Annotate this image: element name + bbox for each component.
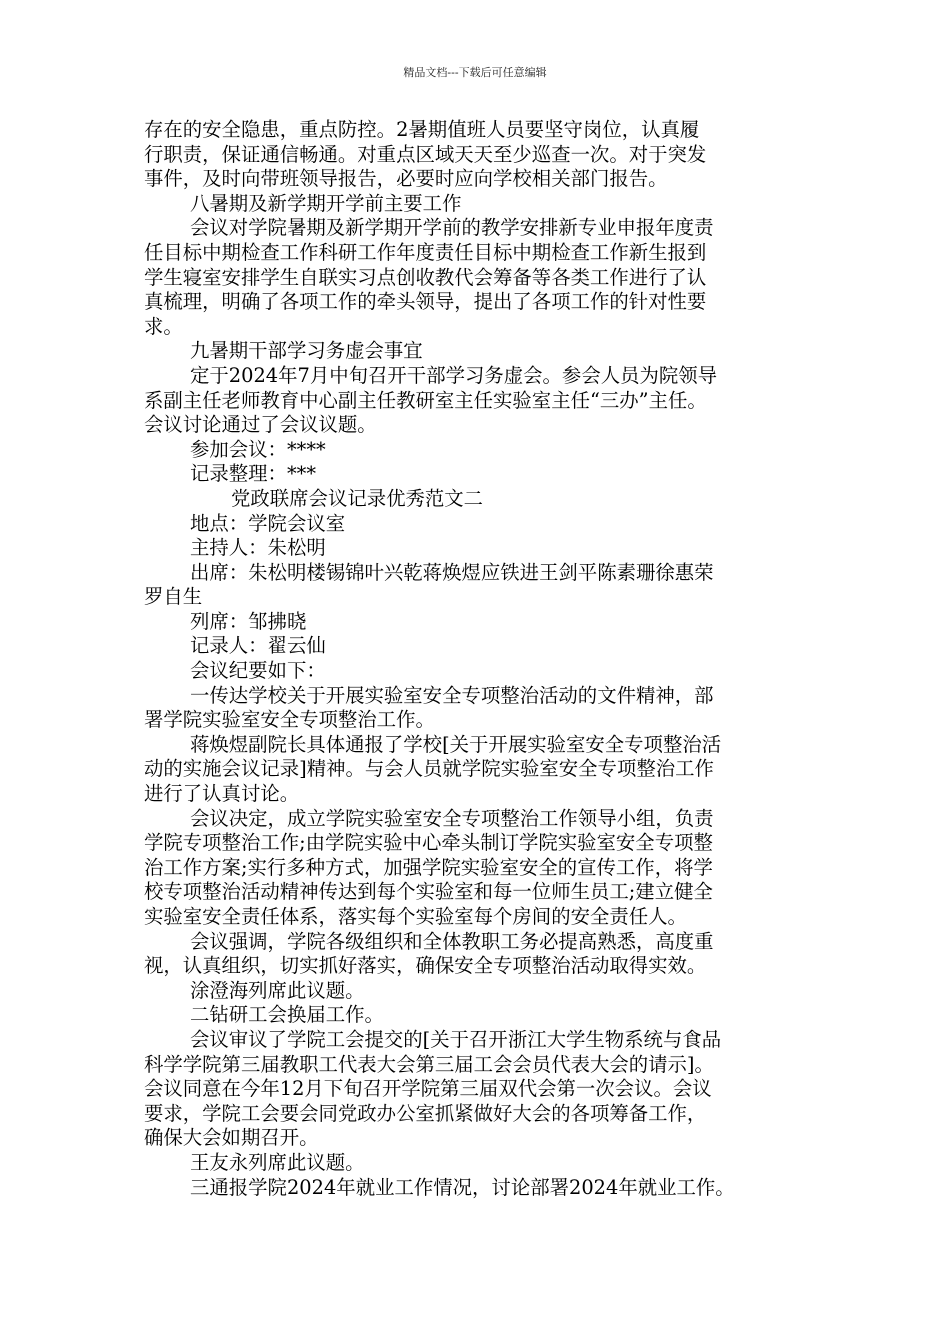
text-line: 记录人：翟云仙 (190, 634, 326, 658)
paragraph (144, 1151, 824, 1176)
paragraph (144, 536, 824, 561)
paragraph (144, 339, 824, 364)
text-line: 系副主任老师教育中心副主任教研室主任实验室主任“三办”主任。 (144, 388, 707, 412)
text-line: 出席：朱松明楼锡锦叶兴乾蒋焕煜应铁进王剑平陈素珊徐惠荣 (190, 560, 714, 584)
paragraph (144, 561, 824, 610)
text-line: 记录整理：*** (190, 462, 317, 486)
text-line: 任目标中期检查工作科研工作年度责任目标中期检查工作新生报到 (144, 240, 707, 264)
text-line: 真梳理，明确了各项工作的牵头领导，提出了各项工作的针对性要 (144, 290, 707, 314)
paragraph (144, 216, 824, 339)
text-line: 存在的安全隐患，重点防控。2暑期值班人员要坚守岗位，认真履 (144, 118, 700, 141)
paragraph (144, 364, 824, 438)
paragraph (144, 733, 824, 807)
text-line: 校专项整治活动精神传达到每个实验室和每一位师生员工;建立健全 (144, 880, 713, 904)
text-line: 列席：邹拂晓 (190, 609, 307, 633)
text-line: 治工作方案;实行多种方式，加强学院实验室安全的宣传工作，将学 (144, 855, 713, 879)
document-body (144, 118, 824, 1200)
paragraph (144, 462, 824, 487)
paragraph (144, 684, 824, 733)
text-line: 视，认真组织，切实抓好落实，确保安全专项整治活动取得实效。 (144, 954, 707, 978)
paragraph (144, 634, 824, 659)
paragraph (144, 118, 824, 192)
paragraph (144, 1028, 824, 1151)
text-line: 会议决定，成立学院实验室安全专项整治工作领导小组，负责 (190, 806, 714, 830)
text-line: 科学学院第三届教职工代表大会第三届工会会员代表大会的请示]。 (144, 1052, 714, 1076)
text-line: 会议纪要如下： (190, 659, 326, 683)
text-line: 八暑期及新学期开学前主要工作 (190, 191, 462, 215)
text-line: 动的实施会议记录]精神。与会人员就学院实验室安全专项整治工作 (144, 757, 714, 781)
text-line: 会议同意在今年12月下旬召开学院第三届双代会第一次会议。会议 (144, 1077, 712, 1101)
text-line: 确保大会如期召开。 (144, 1126, 319, 1150)
paragraph (144, 930, 824, 979)
text-line: 党政联席会议记录优秀范文二 (231, 486, 484, 510)
text-line: 参加会议：**** (190, 437, 326, 461)
text-line: 要求，学院工会要会同党政办公室抓紧做好大会的各项筹备工作， (144, 1101, 707, 1125)
text-line: 学院专项整治工作;由学院实验中心牵头制订学院实验室安全专项整 (144, 831, 713, 855)
text-line: 定于2024年7月中旬召开干部学习务虚会。参会人员为院领导 (190, 363, 718, 387)
text-line: 蒋焕煜副院长具体通报了学校[关于开展实验室安全专项整治活 (190, 732, 722, 756)
text-line: 二钻研工会换届工作。 (190, 1003, 384, 1027)
text-line: 求。 (144, 314, 183, 338)
paragraph (144, 979, 824, 1004)
text-line: 进行了认真讨论。 (144, 782, 300, 806)
section-title (144, 487, 824, 512)
paragraph (144, 1176, 824, 1201)
paragraph (144, 512, 824, 537)
text-line: 九暑期干部学习务虚会事宜 (190, 339, 423, 363)
text-line: 地点：学院会议室 (190, 511, 346, 535)
text-line: 涂澄海列席此议题。 (190, 978, 365, 1002)
page-header-note: 精品文档---下载后可任意编辑 (403, 66, 547, 79)
text-line: 会议强调，学院各级组织和全体教职工务必提高熟悉，高度重 (190, 929, 714, 953)
text-line: 罗自生 (144, 585, 203, 609)
paragraph (144, 438, 824, 463)
paragraph (144, 1003, 824, 1028)
text-line: 三通报学院2024年就业工作情况，讨论部署2024年就业工作。 (190, 1175, 735, 1199)
paragraph (144, 610, 824, 635)
text-line: 会议对学院暑期及新学期开学前的教学安排新专业申报年度责 (190, 216, 714, 240)
text-line: 一传达学校关于开展实验室安全专项整治活动的文件精神，部 (190, 683, 714, 707)
text-line: 主持人：朱松明 (190, 536, 326, 560)
text-line: 会议审议了学院工会提交的[关于召开浙江大学生物系统与食品 (190, 1027, 722, 1051)
text-line: 实验室安全责任体系，落实每个实验室每个房间的安全责任人。 (144, 905, 687, 928)
text-line: 王友永列席此议题。 (190, 1150, 365, 1174)
paragraph (144, 192, 824, 217)
text-line: 行职责，保证通信畅通。对重点区域天天至少巡查一次。对于突发 (144, 142, 707, 166)
text-line: 学生寝室安排学生自联实习点创收教代会筹备等各类工作进行了认 (144, 265, 707, 289)
text-line: 事件，及时向带班领导报告，必要时应向学校相关部门报告。 (144, 167, 668, 191)
paragraph (144, 807, 824, 930)
text-line: 署学院实验室安全专项整治工作。 (144, 708, 435, 732)
paragraph (144, 659, 824, 684)
text-line: 会议讨论通过了会议议题。 (144, 413, 377, 437)
